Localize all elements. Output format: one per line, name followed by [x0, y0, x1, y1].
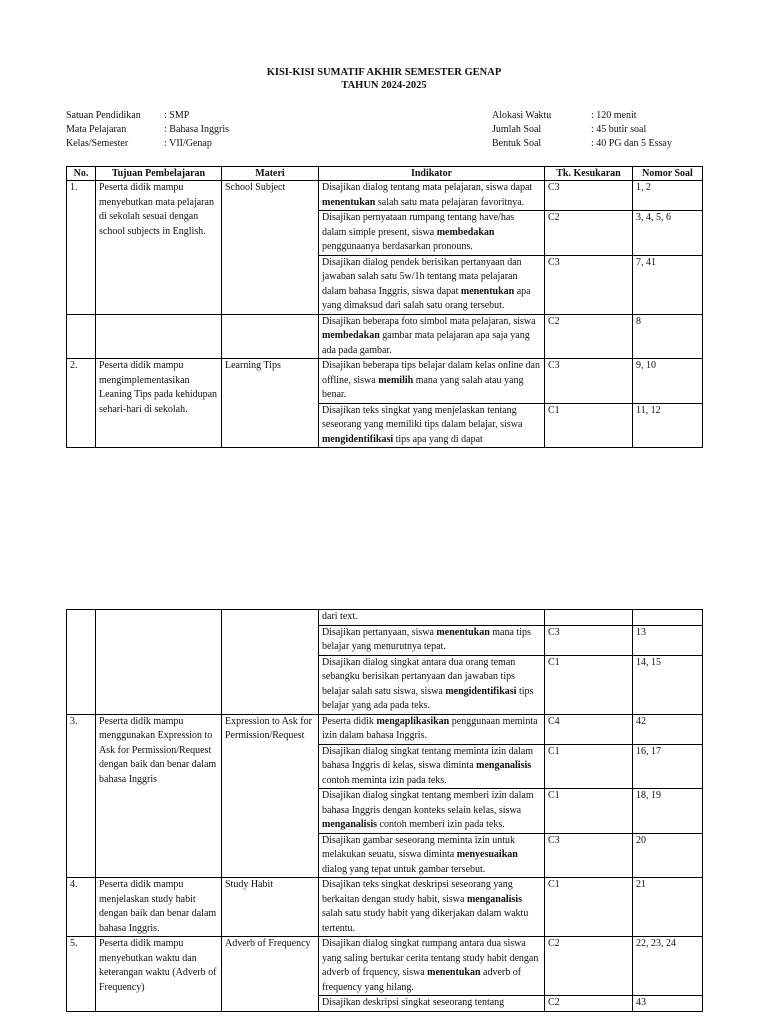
meta-row: [66, 109, 229, 123]
cell-tujuan: Peserta didik mampu mengimplementasikan Leaning Tips pada kehidupan sehari-hari di sekolah.: [96, 359, 222, 448]
cell-level: C1: [545, 789, 633, 834]
table-row: [67, 714, 703, 744]
cell-nomor: 18, 19: [633, 789, 703, 834]
header-tujuan: Tujuan Pembelajaran: [96, 167, 222, 181]
cell-indikator: Disajikan dialog singkat tentang memberi izin dalam bahasa Inggris dengan konteks selain kelas, siswa menganalisis contoh memberi izin pada teks.: [319, 789, 545, 834]
cell-no: 3.: [67, 714, 96, 878]
cell-nomor: 16, 17: [633, 744, 703, 789]
table-row: [67, 181, 703, 211]
cell-indikator: Disajikan dialog singkat antara dua orang teman sebangku berisikan pertanyaan dan jawaban tips belajar salah satu siswa, siswa mengidentifikasi tips belajar yang ada pada teks.: [319, 655, 545, 714]
cell-materi: Expression to Ask for Permission/Request: [222, 714, 319, 878]
cell-nomor: 11, 12: [633, 403, 703, 448]
cell-indikator: Disajikan pernyataan rumpang tentang have/has dalam simple present, siswa membedakan penggunaanya berdasarkan pronouns.: [319, 211, 545, 256]
meta-value: : 120 menit: [591, 110, 637, 121]
cell-tujuan: Peserta didik mampu menyebutkan mata pelajaran di sekolah sesuai dengan school subjects in English.: [96, 181, 222, 315]
cell-level: C3: [545, 625, 633, 655]
meta-key: Bentuk Soal: [492, 138, 542, 149]
meta-row: [66, 123, 229, 137]
cell-materi: School Subject: [222, 181, 319, 315]
meta-key: Alokasi Waktu: [492, 110, 552, 121]
cell-indikator: Disajikan dialog singkat tentang meminta izin dalam bahasa Inggris di kelas, siswa diminta menganalisis contoh meminta izin pada teks.: [319, 744, 545, 789]
cell-nomor: 42: [633, 714, 703, 744]
meta-value: : SMP: [164, 110, 190, 121]
cell-indikator: Disajikan dialog tentang mata pelajaran, siswa dapat menentukan salah satu mata pelajaran favoritnya.: [319, 181, 545, 211]
cell-indikator: Disajikan beberapa foto simbol mata pelajaran, siswa membedakan gambar mata pelajaran apa saja yang ada pada gambar.: [319, 314, 545, 359]
cell-level: C2: [545, 996, 633, 1012]
table-row: [67, 878, 703, 937]
header-nomor: Nomor Soal: [633, 167, 703, 181]
cell-tujuan: [96, 610, 222, 715]
meta-key: Jumlah Soal: [492, 124, 542, 135]
meta-key: Mata Pelajaran: [66, 124, 127, 135]
cell-level: C3: [545, 181, 633, 211]
kisi-kisi-table-page-1: [66, 166, 703, 448]
cell-no: 2.: [67, 359, 96, 448]
cell-nomor: 13: [633, 625, 703, 655]
header-tingkat: Tk. Kesukaran: [545, 167, 633, 181]
cell-no: 4.: [67, 878, 96, 937]
table-row: [67, 359, 703, 404]
cell-tujuan: Peserta didik mampu menyebutkan waktu dan keterangan waktu (Adverb of Frequency): [96, 937, 222, 1012]
cell-level: C1: [545, 655, 633, 714]
header-materi: Materi: [222, 167, 319, 181]
cell-materi: Adverb of Frequency: [222, 937, 319, 1012]
identity-left: [66, 109, 229, 151]
cell-no: [67, 314, 96, 359]
cell-nomor: 1, 2: [633, 181, 703, 211]
header-indikator: Indikator: [319, 167, 545, 181]
cell-indikator: Disajikan pertanyaan, siswa menentukan mana tips belajar yang menurutnya tepat.: [319, 625, 545, 655]
cell-nomor: [633, 610, 703, 626]
cell-indikator: dari text.: [319, 610, 545, 626]
cell-level: C2: [545, 314, 633, 359]
cell-level: C1: [545, 744, 633, 789]
cell-level: C1: [545, 878, 633, 937]
cell-materi: Learning Tips: [222, 359, 319, 448]
document-title: [0, 66, 768, 92]
cell-tujuan: [96, 314, 222, 359]
meta-key: Kelas/Semester: [66, 138, 129, 149]
cell-indikator: Disajikan teks singkat yang menjelaskan tentang seseorang yang memiliki tips dalam belajar, siswa mengidentifikasi tips apa yang di dapat: [319, 403, 545, 448]
title-line-2: TAHUN 2024-2025: [341, 80, 427, 91]
cell-no: [67, 610, 96, 715]
cell-indikator: Disajikan dialog pendek berisikan pertanyaan dan jawaban salah satu 5w/1h tentang mata pelajaran dalam bahasa Inggris, siswa dapat menentukan apa yang dimaksud dari salah satu orang tersebut.: [319, 255, 545, 314]
cell-indikator: Peserta didik mengaplikasikan penggunaan meminta izin dalam bahasa Inggris.: [319, 714, 545, 744]
cell-nomor: 9, 10: [633, 359, 703, 404]
cell-nomor: 14, 15: [633, 655, 703, 714]
table-row: [67, 937, 703, 996]
header-no: No.: [67, 167, 96, 181]
cell-no: 5.: [67, 937, 96, 1012]
title-line-1: KISI-KISI SUMATIF AKHIR SEMESTER GENAP: [266, 67, 502, 78]
cell-indikator: Disajikan dialog singkat rumpang antara dua siswa yang saling bertukar cerita tentang study habit dengan adverb of frquency, siswa menentukan adverb of frequency yang hilang.: [319, 937, 545, 996]
cell-level: C2: [545, 937, 633, 996]
cell-nomor: 3, 4, 5, 6: [633, 211, 703, 256]
kisi-kisi-table-page-2: [66, 609, 703, 1012]
meta-value: : VII/Genap: [164, 138, 212, 149]
cell-level: C3: [545, 359, 633, 404]
meta-row: [492, 123, 672, 137]
meta-value: : 40 PG dan 5 Essay: [591, 138, 672, 149]
cell-nomor: 22, 23, 24: [633, 937, 703, 996]
cell-nomor: 8: [633, 314, 703, 359]
cell-materi: [222, 610, 319, 715]
cell-materi: [222, 314, 319, 359]
cell-level: C2: [545, 211, 633, 256]
cell-level: C4: [545, 714, 633, 744]
meta-row: [492, 137, 672, 151]
cell-nomor: 43: [633, 996, 703, 1012]
meta-row: [492, 109, 672, 123]
cell-nomor: 7, 41: [633, 255, 703, 314]
cell-level: C3: [545, 255, 633, 314]
cell-indikator: Disajikan gambar seseorang meminta izin untuk melakukan seuatu, siswa diminta menyesuaikan dialog yang tepat untuk gambar tersebut.: [319, 833, 545, 878]
table-header-row: [67, 167, 703, 181]
meta-key: Satuan Pendidikan: [66, 110, 141, 121]
cell-indikator: Disajikan beberapa tips belajar dalam kelas online dan offline, siswa memilih mana yang salah atau yang benar.: [319, 359, 545, 404]
table-row: [67, 314, 703, 359]
cell-tujuan: Peserta didik mampu menggunakan Expression to Ask for Permission/Request dengan baik dan benar dalam bahasa Inggris: [96, 714, 222, 878]
cell-materi: Study Habit: [222, 878, 319, 937]
cell-no: 1.: [67, 181, 96, 315]
cell-level: C3: [545, 833, 633, 878]
table-row: [67, 610, 703, 626]
cell-indikator: Disajikan teks singkat deskripsi seseorang yang berkaitan dengan study habit, siswa menganalisis salah satu study habit yang dikerjakan dalam waktu tertentu.: [319, 878, 545, 937]
cell-nomor: 20: [633, 833, 703, 878]
cell-tujuan: Peserta didik mampu menjelaskan study habit dengan baik dan benar dalam bahasa Inggris.: [96, 878, 222, 937]
cell-nomor: 21: [633, 878, 703, 937]
meta-value: : 45 butir soal: [591, 124, 647, 135]
cell-level: [545, 610, 633, 626]
cell-level: C1: [545, 403, 633, 448]
identity-right: [492, 109, 672, 151]
meta-value: : Bahasa Inggris: [164, 124, 229, 135]
cell-indikator: Disajikan deskripsi singkat seseorang tentang: [319, 996, 545, 1012]
meta-row: [66, 137, 229, 151]
